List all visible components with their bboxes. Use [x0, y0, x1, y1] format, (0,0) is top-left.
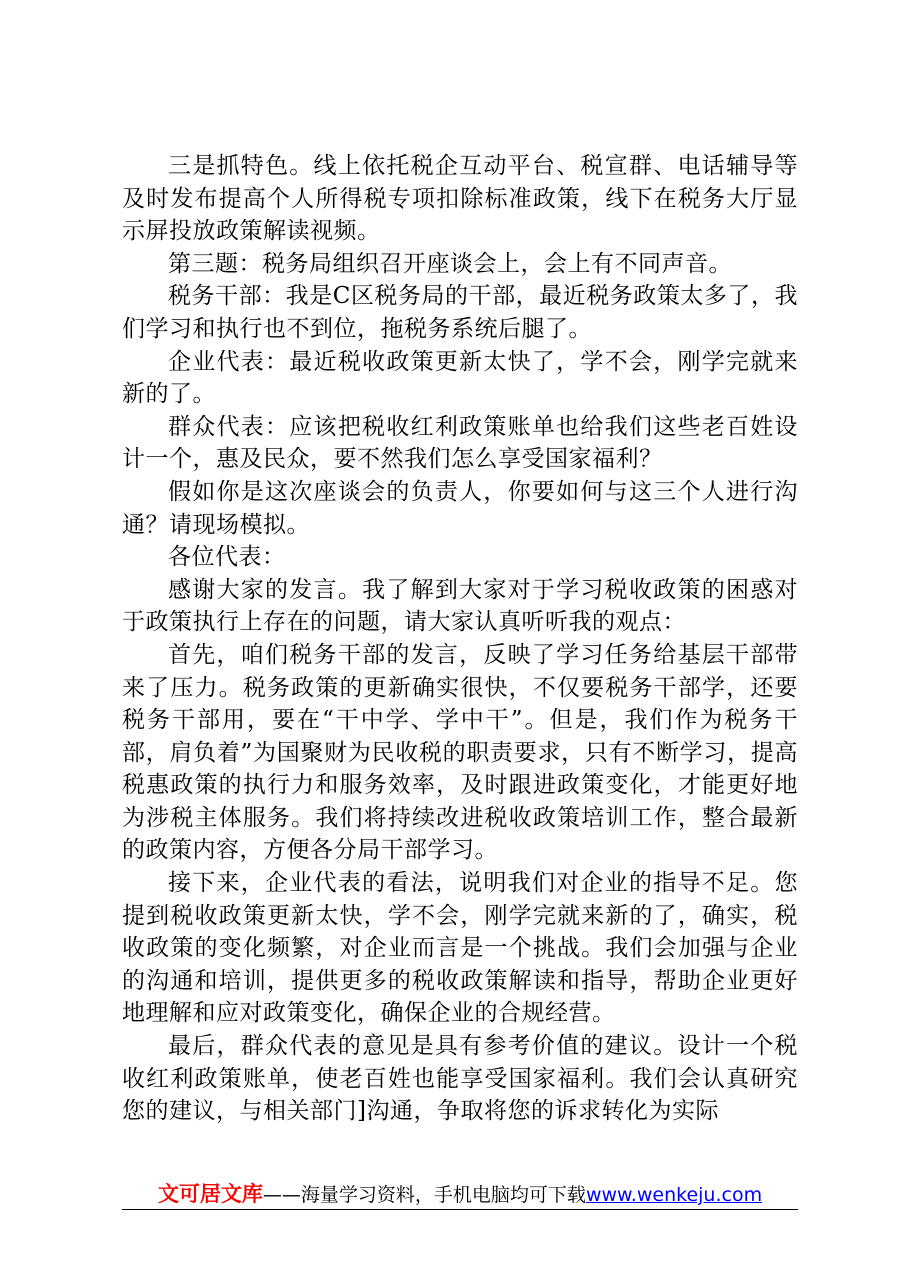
paragraph: 感谢大家的发言。我了解到大家对于学习税收政策的困惑对于政策执行上存在的问题，请大家认真听听我的观点： [122, 576, 798, 636]
footer-brand: 文可居文库 [157, 1182, 263, 1206]
paragraph: 三是抓特色。线上依托税企互动平台、税宣群、电话辅导等及时发布提高个人所得税专项扣除标准政策，线下在税务大厅显示屏投放政策解读视频。 [122, 153, 798, 245]
paragraph: 首先，咱们税务干部的发言，反映了学习任务给基层干部带来了压力。税务政策的更新确实很快，不仅要税务干部学，还要税务干部用，要在“干中学、学中干”。但是，我们作为税务干部，肩负着”为国聚财为民收税的职责要求，只有不断学习，提高税惠政策的执行力和服务效率，及时跟进政策变化，才能更好地为涉税主体服务。我们将持续改进税收政策培训工作，整合最新的政策内容，方便各分局干部学习。 [122, 641, 798, 864]
footer-website-link[interactable]: www.wenkeju.com [585, 1184, 763, 1206]
paragraph: 第三题：税务局组织召开座谈会上，会上有不同声音。 [168, 250, 732, 277]
footer-slogan: ——海量学习资料，手机电脑均可下载 [262, 1184, 586, 1206]
footer-divider [122, 1209, 798, 1210]
page-footer [122, 1180, 798, 1209]
paragraph: 群众代表：应该把税收红利政策账单也给我们这些老百姓设计一个，惠及民众，要不然我们怎么享受国家福利？ [122, 413, 798, 473]
document-body [122, 150, 798, 1128]
paragraph: 税务干部：我是C区税务局的干部，最近税务政策太多了，我们学习和执行也不到位，拖税务系统后腿了。 [122, 283, 798, 342]
paragraph: 企业代表：最近税收政策更新太快了，学不会，刚学完就来新的了。 [122, 348, 798, 408]
paragraph: 各位代表： [168, 544, 286, 571]
paragraph: 最后，群众代表的意见是具有参考价值的建议。设计一个税收红利政策账单，使老百姓也能享受国家福利。我们会认真研究您的建议，与相关部门]沟通，争取将您的诉求转化为实际 [122, 1033, 798, 1125]
paragraph: 接下来，企业代表的看法，说明我们对企业的指导不足。您提到税收政策更新太快，学不会，刚学完就来新的了，确实，税收政策的变化频繁，对企业而言是一个挑战。我们会加强与企业的沟通和培训，提供更多的税收政策解读和指导，帮助企业更好地理解和应对政策变化，确保企业的合规经营。 [122, 870, 798, 1027]
paragraph: 假如你是这次座谈会的负责人，你要如何与这三个人进行沟通？请现场模拟。 [122, 478, 798, 538]
